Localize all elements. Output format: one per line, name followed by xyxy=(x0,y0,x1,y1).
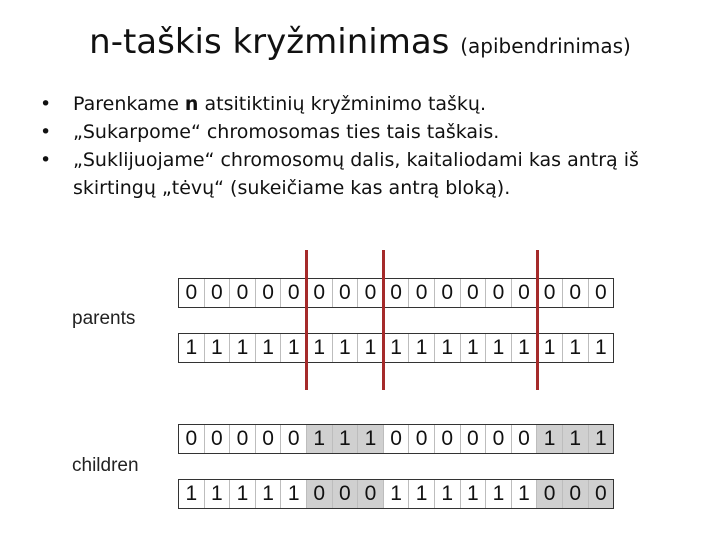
parents-label: parents xyxy=(72,308,136,329)
bullet-text-emph: n xyxy=(184,93,199,115)
gene-cell: 1 xyxy=(486,480,512,508)
gene-cell: 0 xyxy=(537,480,563,508)
bullet-text-suffix: atsitiktinių kryžminimo taškų. xyxy=(198,93,487,115)
gene-cell: 1 xyxy=(179,334,205,362)
gene-cell: 1 xyxy=(205,334,231,362)
gene-cell: 1 xyxy=(409,334,435,362)
bullet-list xyxy=(40,90,700,202)
gene-cell: 1 xyxy=(486,334,512,362)
bullet-item xyxy=(40,90,700,118)
gene-cell: 1 xyxy=(281,334,307,362)
gene-cell: 0 xyxy=(205,425,231,453)
gene-cell: 1 xyxy=(461,480,487,508)
gene-cell: 1 xyxy=(230,480,256,508)
gene-cell: 0 xyxy=(409,425,435,453)
gene-cell: 0 xyxy=(358,480,384,508)
gene-cell: 1 xyxy=(256,334,282,362)
gene-cell: 1 xyxy=(537,425,563,453)
gene-cell: 0 xyxy=(537,279,563,307)
gene-cell: 0 xyxy=(307,279,333,307)
children-label: children xyxy=(72,455,139,476)
gene-cell: 1 xyxy=(461,334,487,362)
crossover-cut-line xyxy=(536,250,539,390)
gene-cell: 1 xyxy=(205,480,231,508)
gene-cell: 0 xyxy=(230,425,256,453)
gene-cell: 0 xyxy=(589,480,614,508)
gene-cell: 0 xyxy=(179,279,205,307)
gene-cell: 0 xyxy=(333,480,359,508)
gene-cell: 1 xyxy=(589,425,614,453)
gene-cell: 1 xyxy=(281,480,307,508)
gene-cell: 0 xyxy=(281,279,307,307)
gene-cell: 0 xyxy=(486,425,512,453)
gene-cell: 0 xyxy=(512,425,538,453)
gene-cell: 0 xyxy=(486,279,512,307)
gene-cell: 1 xyxy=(384,480,410,508)
gene-cell: 0 xyxy=(435,425,461,453)
bullet-text: „Suklijuojame“ chromosomų dalis, kaitaliodami kas antrą iš skirtingų „tėvų“ (sukeičiame kas antrą bloką). xyxy=(73,149,639,199)
bullet-text: „Sukarpome“ chromosomas ties tais taškais. xyxy=(73,121,500,143)
title-main: n-taškis kryžminimas xyxy=(89,22,450,62)
gene-cell: 1 xyxy=(512,480,538,508)
gene-cell: 1 xyxy=(307,334,333,362)
gene-cell: 0 xyxy=(230,279,256,307)
gene-cell: 0 xyxy=(307,480,333,508)
gene-cell: 1 xyxy=(256,480,282,508)
parent-2-chromosome xyxy=(178,333,614,363)
gene-cell: 1 xyxy=(358,334,384,362)
parent-1-chromosome xyxy=(178,278,614,308)
title-sub: (apibendrinimas) xyxy=(460,34,631,58)
gene-cell: 0 xyxy=(563,480,589,508)
gene-cell: 0 xyxy=(256,279,282,307)
gene-cell: 1 xyxy=(230,334,256,362)
gene-cell: 1 xyxy=(409,480,435,508)
gene-cell: 0 xyxy=(333,279,359,307)
bullet-dot-icon: • xyxy=(40,121,52,143)
gene-cell: 0 xyxy=(384,279,410,307)
bullet-item xyxy=(40,118,700,146)
gene-cell: 0 xyxy=(384,425,410,453)
bullet-item xyxy=(40,146,700,202)
gene-cell: 0 xyxy=(281,425,307,453)
gene-cell: 0 xyxy=(256,425,282,453)
gene-cell: 0 xyxy=(594,281,607,304)
gene-cell: 0 xyxy=(205,279,231,307)
bullet-text-prefix: Parenkame xyxy=(73,93,185,115)
gene-cell: 1 xyxy=(358,425,384,453)
gene-cell: 1 xyxy=(307,425,333,453)
slide-title xyxy=(0,18,720,70)
gene-cell: 1 xyxy=(435,334,461,362)
gene-cell: 1 xyxy=(563,425,589,453)
gene-cell: 1 xyxy=(563,334,589,362)
gene-cell: 0 xyxy=(563,279,589,307)
gene-cell: 1 xyxy=(594,336,607,359)
crossover-cut-line xyxy=(305,250,308,390)
bullet-dot-icon: • xyxy=(40,149,52,171)
gene-cell: 0 xyxy=(435,279,461,307)
gene-cell: 0 xyxy=(461,425,487,453)
gene-cell: 1 xyxy=(537,334,563,362)
child-2-chromosome xyxy=(178,479,614,509)
child-1-chromosome xyxy=(178,424,614,454)
gene-cell: 0 xyxy=(409,279,435,307)
gene-cell: 1 xyxy=(179,480,205,508)
gene-cell: 1 xyxy=(512,334,538,362)
gene-cell: 0 xyxy=(461,279,487,307)
gene-cell: 0 xyxy=(179,425,205,453)
crossover-cut-line xyxy=(382,250,385,390)
gene-cell: 1 xyxy=(384,334,410,362)
gene-cell: 1 xyxy=(333,425,359,453)
gene-cell: 1 xyxy=(333,334,359,362)
bullet-dot-icon: • xyxy=(40,93,52,115)
gene-cell: 0 xyxy=(358,279,384,307)
gene-cell: 1 xyxy=(435,480,461,508)
gene-cell: 0 xyxy=(512,279,538,307)
